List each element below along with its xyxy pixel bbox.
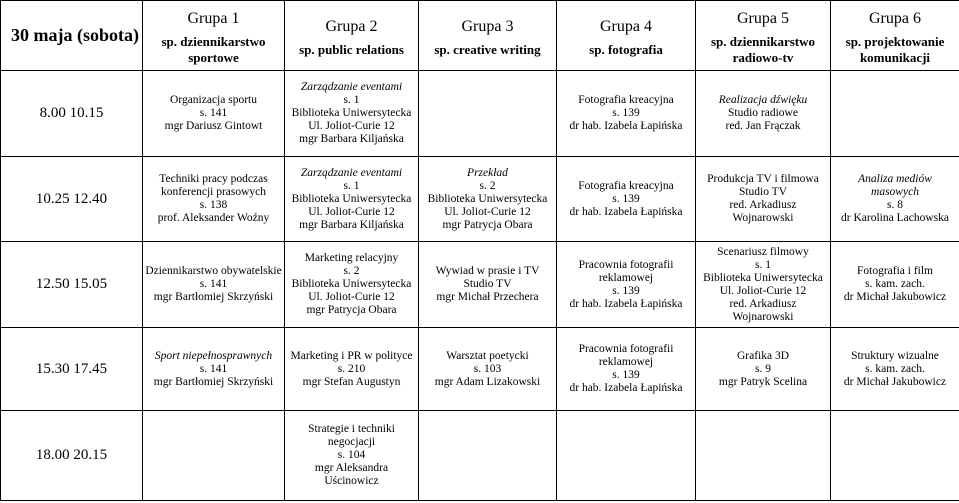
class-title: Realizacja dźwięku [718, 94, 808, 106]
class-detail: mgr Patrycja Obara [442, 218, 533, 231]
class-title: Fotografia kreacyjna [578, 94, 674, 106]
class-detail: Biblioteka Uniwersytecka [291, 192, 412, 205]
class-detail: mgr Stefan Augustyn [302, 375, 401, 388]
class-detail: red. Arkadiusz Wojnarowski [729, 297, 797, 323]
class-detail: s. 141 [199, 107, 228, 119]
time-slot-row [1, 328, 959, 411]
class-detail: mgr Barbara Kiljańska [299, 133, 404, 145]
class-cell [696, 328, 831, 411]
class-detail: dr hab. Izabela Łapińska [569, 205, 683, 218]
class-title: Analiza mediów masowych [858, 173, 932, 198]
time-slot-row [1, 157, 959, 242]
time-slot: 18.00 20.15 [1, 411, 143, 501]
group-name: Grupa 6 [869, 10, 921, 27]
class-title: Marketing relacyjny [304, 252, 399, 264]
class-title: Grafika 3D [736, 349, 790, 362]
class-detail: mgr Patryk Scelina [718, 375, 808, 388]
class-cell [285, 242, 419, 328]
class-cell [557, 71, 696, 157]
class-detail: Biblioteka Uniwersytecka [291, 278, 412, 290]
class-detail: s. 1 [343, 179, 360, 192]
class-detail: mgr Bartłomiej Skrzyński [153, 375, 274, 388]
empty-cell [696, 411, 831, 501]
time-slot-row [1, 411, 959, 501]
class-detail: Ul. Joliot-Curie 12 [308, 120, 395, 132]
class-detail: Studio radiowe [728, 107, 798, 119]
class-detail: Biblioteka Uniwersytecka [703, 271, 823, 284]
group-name: Grupa 1 [187, 10, 240, 27]
class-detail: s. 139 [612, 369, 640, 381]
day-label: 30 maja (sobota) [1, 1, 143, 71]
time-slot: 10.25 12.40 [1, 157, 143, 242]
class-detail: s. 9 [755, 362, 771, 375]
class-cell [831, 157, 959, 242]
class-detail: Ul. Joliot-Curie 12 [719, 284, 807, 297]
time-slot: 12.50 15.05 [1, 242, 143, 328]
group-specialization: sp. dziennikarstwo radiowo-tv [710, 34, 816, 65]
class-detail: s. 8 [887, 199, 903, 211]
group-header [831, 1, 959, 71]
class-cell [143, 157, 285, 242]
class-detail: red. Arkadiusz Wojnarowski [729, 199, 797, 224]
time-slot-row [1, 71, 959, 157]
class-title: Warsztat poetycki [446, 349, 529, 362]
group-name: Grupa 2 [325, 18, 378, 35]
class-detail: s. 139 [612, 192, 640, 205]
class-detail: Studio TV [463, 278, 512, 290]
class-cell [143, 328, 285, 411]
class-detail: mgr Michał Przechera [436, 291, 539, 303]
class-cell [285, 411, 419, 501]
class-detail: Biblioteka Uniwersytecka [291, 107, 412, 119]
class-cell [143, 242, 285, 328]
class-cell [696, 157, 831, 242]
class-detail: mgr Aleksandra Uścinowicz [314, 462, 389, 487]
time-slot: 15.30 17.45 [1, 328, 143, 411]
class-detail: dr Michał Jakubowicz [843, 375, 947, 388]
class-detail: s. 139 [612, 284, 640, 297]
class-detail: dr Karolina Lachowska [841, 212, 949, 224]
class-cell [696, 242, 831, 328]
class-detail: s. 2 [479, 179, 496, 192]
header-row [1, 1, 959, 71]
group-specialization: sp. projektowanie komunikacji [845, 34, 945, 65]
class-detail: s. 103 [473, 362, 502, 375]
class-cell [557, 242, 696, 328]
empty-cell [831, 71, 959, 157]
class-cell [557, 328, 696, 411]
class-cell [285, 71, 419, 157]
class-title: Pracownia fotografii reklamowej [578, 343, 674, 368]
class-detail: s. 2 [343, 265, 360, 277]
group-specialization: sp. creative writing [434, 42, 541, 57]
group-specialization: sp. public relations [299, 42, 404, 57]
group-name: Grupa 4 [600, 18, 652, 35]
class-detail: Ul. Joliot-Curie 12 [444, 205, 531, 218]
class-detail: s. kam. zach. [865, 278, 925, 290]
class-detail: s. 1 [343, 94, 360, 106]
empty-cell [419, 71, 557, 157]
class-detail: mgr Patrycja Obara [306, 304, 397, 316]
class-detail: Ul. Joliot-Curie 12 [308, 205, 395, 218]
class-title: Produkcja TV i filmowa [707, 173, 819, 185]
class-title: Strategie i techniki negocjacji [308, 423, 395, 448]
class-cell [419, 328, 557, 411]
class-detail: prof. Aleksander Woźny [157, 212, 270, 224]
class-title: Przekład [467, 166, 508, 179]
class-title: Organizacja sportu [170, 94, 257, 106]
class-detail: dr hab. Izabela Łapińska [569, 382, 683, 394]
class-detail: s. 104 [337, 449, 366, 461]
class-detail: mgr Barbara Kiljańska [299, 218, 404, 231]
group-header [285, 1, 419, 71]
class-detail: dr hab. Izabela Łapińska [569, 297, 683, 310]
group-header [557, 1, 696, 71]
class-detail: s. 139 [612, 107, 640, 119]
class-cell [419, 157, 557, 242]
class-title: Sport niepełnosprawnych [154, 349, 273, 362]
empty-cell [557, 411, 696, 501]
group-specialization: sp. fotografia [589, 42, 663, 57]
class-title: Techniki pracy podczas konferencji prasowych [159, 173, 268, 198]
class-detail: mgr Bartłomiej Skrzyński [153, 291, 274, 303]
class-detail: s. 141 [199, 362, 228, 375]
group-header [143, 1, 285, 71]
group-name: Grupa 3 [461, 18, 514, 35]
class-cell [557, 157, 696, 242]
class-detail: Studio TV [738, 186, 788, 198]
group-name: Grupa 5 [737, 10, 789, 27]
class-detail: Biblioteka Uniwersytecka [427, 192, 548, 205]
class-title: Zarządzanie eventami [300, 81, 403, 93]
empty-cell [419, 411, 557, 501]
class-cell [143, 71, 285, 157]
class-cell [419, 242, 557, 328]
class-detail: red. Jan Frączak [725, 120, 801, 132]
class-cell [285, 157, 419, 242]
class-title: Pracownia fotografii reklamowej [578, 258, 674, 284]
empty-cell [143, 411, 285, 501]
class-title: Marketing i PR w polityce [290, 349, 413, 362]
class-cell [831, 242, 959, 328]
class-detail: s. 141 [199, 278, 228, 290]
group-specialization: sp. dziennikarstwo sportowe [161, 34, 266, 65]
class-detail: Ul. Joliot-Curie 12 [308, 291, 395, 303]
class-detail: mgr Dariusz Gintowt [164, 120, 263, 132]
empty-cell [831, 411, 959, 501]
class-title: Zarządzanie eventami [300, 166, 403, 179]
class-title: Fotografia kreacyjna [578, 179, 674, 192]
class-cell [831, 328, 959, 411]
class-detail: s. 210 [337, 362, 366, 375]
class-cell [285, 328, 419, 411]
class-title: Scenariusz filmowy [717, 245, 809, 258]
class-cell [696, 71, 831, 157]
group-header [419, 1, 557, 71]
class-detail: s. kam. zach. [865, 362, 925, 375]
class-title: Fotografia i film [856, 265, 933, 277]
class-detail: mgr Adam Lizakowski [434, 375, 541, 388]
time-slot-row [1, 242, 959, 328]
group-header [696, 1, 831, 71]
class-detail: dr Michał Jakubowicz [843, 291, 947, 303]
class-detail: s. 1 [755, 258, 771, 271]
class-title: Dziennikarstwo obywatelskie [145, 265, 282, 277]
class-title: Struktury wizualne [851, 349, 939, 362]
class-title: Wywiad w prasie i TV [435, 265, 540, 277]
time-slot: 8.00 10.15 [1, 71, 143, 157]
class-detail: dr hab. Izabela Łapińska [569, 120, 683, 132]
class-detail: s. 138 [199, 199, 228, 211]
